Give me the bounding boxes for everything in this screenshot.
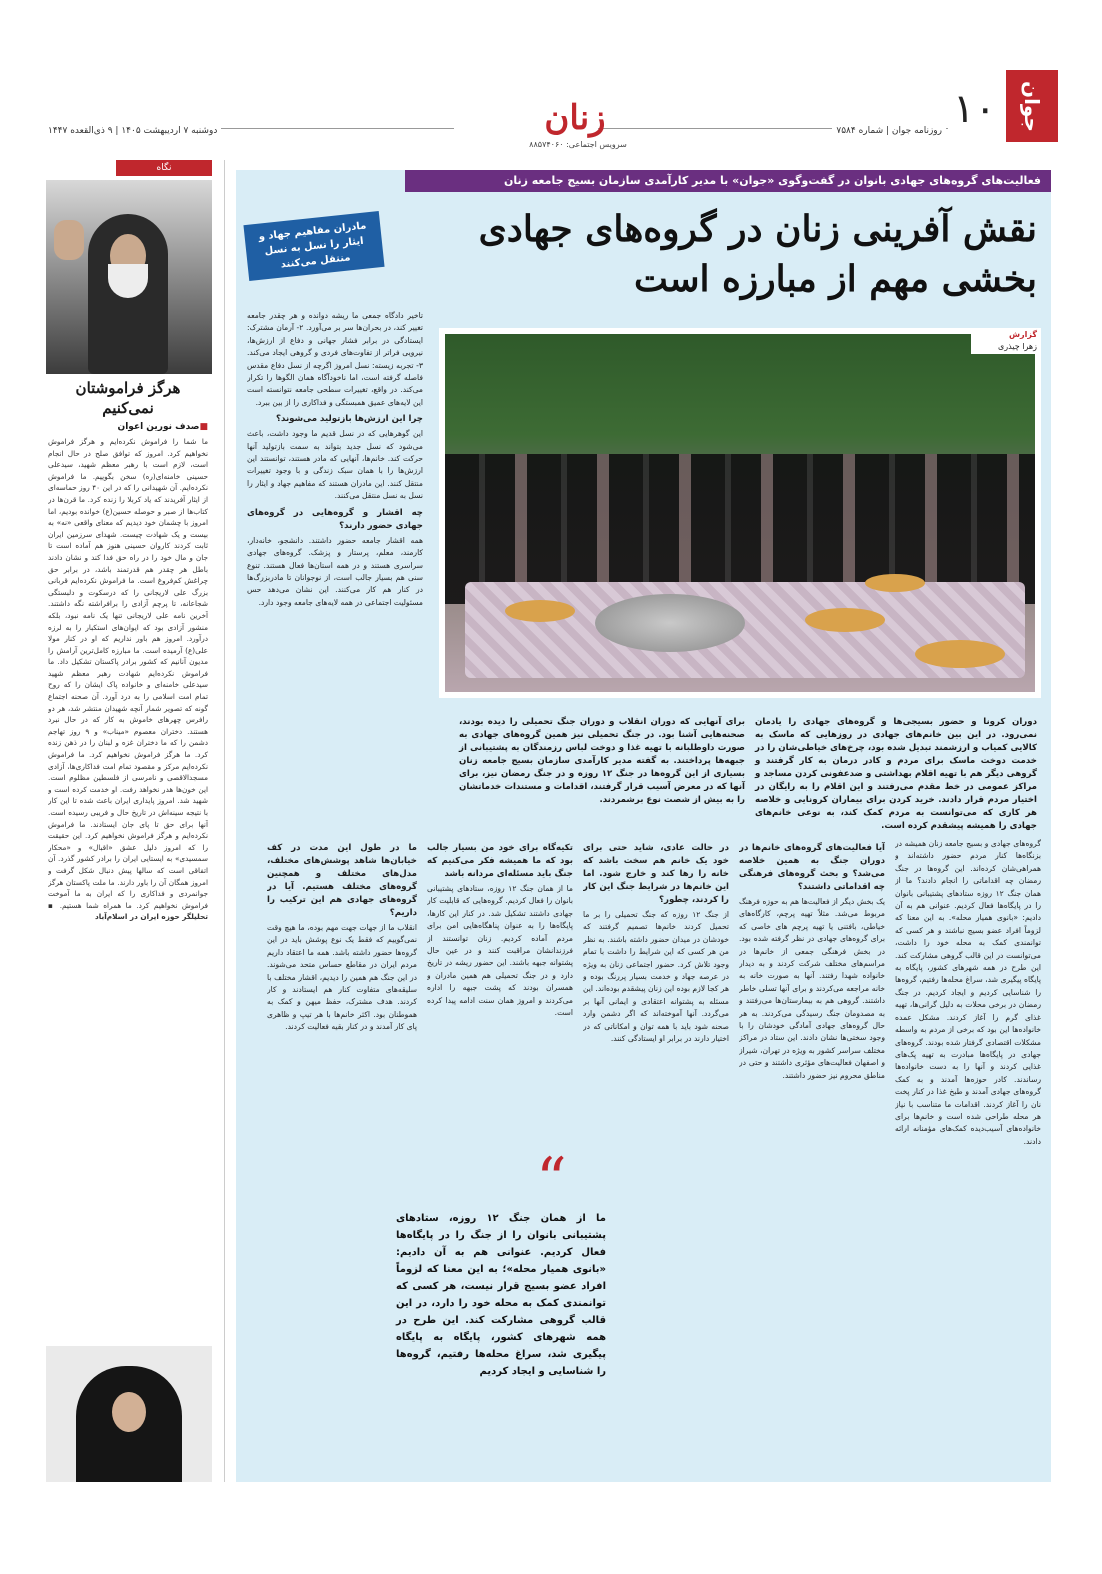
section-title: زنان	[544, 98, 606, 138]
column-2-text: یک بخش دیگر از فعالیت‌ها هم به حوزه فرهنگ مربوط می‌شد. مثلاً تهیه پرچم، کارگاه‌های خیاطی، بافتنی یا تهیه پرچم های خاصی که برای گروه‌های جهادی در نظر گرفته شده بود. در بخش فرهنگی جمعی از خانم‌ها در مراسم‌های مختلف شرکت کردند و به دیدار خانواده شهدا رفتند. آنها به صورت خانه به خانه مراجعه می‌کردند و برای آنها تسلی خاطر داشتند. گروهی هم به بیمارستان‌ها می‌رفتند و به مصدومان جنگ رسیدگی می‌کردند. به هر حال گروه‌های جهادی آمادگی خودشان را با وجود سختی‌ها نشان دادند. این ستاد در مراکز مختلف سراسر کشور به ویژه در تهران، شیراز و اصفهان فعالیت‌های مؤثری داشتند و حتی در مناطق محروم نیز حضور داشتند.	[739, 897, 885, 1080]
sidebar-tag: نگاه	[116, 160, 212, 176]
photo-bread	[865, 574, 925, 592]
photo-credit	[971, 328, 1041, 354]
highlight-badge: مادران مفاهیم جهاد و ایثار را نسل به نسل منتقل می‌کنند	[243, 211, 384, 281]
photo-credit-label: گزارش	[1008, 330, 1037, 339]
pull-quote: ما از همان جنگ ۱۲ روزه، ستادهای پشتیبانی بانوان را از جنگ را در پایگاه‌ها فعال کردیم. عنوانی هم به آن دادیم: «بانوی همیار محله»؛ به این معنا که لزوماً افراد عضو بسیج قرار نیست، هر کسی که توانمندی کمک به محله خود را دارد، در این قالب گروهی مشارکت کند. این طرح در همه شهرهای کشور، پایگاه به پایگاه پیگیری شد، سراغ محله‌ها رفتیم، گروه‌ها را شناسایی و ایجاد کردیم	[396, 1213, 606, 1377]
sidebar-column	[44, 160, 212, 1482]
author-photo	[46, 1346, 212, 1482]
newspaper-logo[interactable]: جوان	[1006, 70, 1058, 142]
sidebar-author: ■ صدف نورین اعوان	[48, 422, 208, 432]
photo-tray	[595, 594, 745, 652]
photo-bread	[805, 608, 885, 632]
article-kicker: فعالیت‌های گروه‌های جهادی بانوان در گفت‌وگوی «جوان» با مدیر کارآمدی سازمان بسیج جامعه زنان	[405, 170, 1051, 192]
author-face	[112, 1392, 146, 1432]
article-column-1	[895, 838, 1041, 1468]
photo-bread	[915, 640, 1005, 668]
article-column-2	[739, 838, 885, 1468]
article-photo	[439, 328, 1041, 698]
article-column-5	[267, 838, 417, 1468]
column-6-heading: چرا این ارزش‌ها بازتولید می‌شوند؟	[276, 414, 423, 425]
section-phone: سرویس اجتماعی: ۸۸۵۷۴۰۶۰	[529, 140, 627, 149]
issue-info: روزنامه جوان | شماره ۷۵۸۴	[832, 126, 946, 136]
column-7-text: همه اقشار جامعه حضور داشتند. دانشجو، خانه‌دار، کارمند، معلم، پرستار و پزشک. گروه‌های جهادی سراسری هستند و در همه استان‌ها فعال هستند. تنوع سنی هم بسیار جالب است، از نوجوانان تا مادربزرگ‌ها در کنار هم کار می‌کنند. این نشان می‌دهد حس مسئولیت اجتماعی در همه لایه‌های جامعه وجود دارد.	[247, 535, 423, 607]
sidebar-body-text: ما شما را فراموش نکرده‌ایم و هرگز فراموش نخواهیم کرد. امروز که توافق صلح در حال انجام است، لازم است با رهبر معظم شهید، سیدعلی حسینی خامنه‌ای(ره) سخن بگوییم. ما فراموش نکرده‌ایم. آن شهیدانی را که در این ۴۰ روز حماسه‌ای از ایثار آفریدند که یاد کربلا را زنده کرد. ما قرن‌ها در کتاب‌ها از صبر و حوصله حسین(ع) خوانده بودیم، اما امروز با چشمان خود دیدیم که معنای واقعی «نه» به بیست و یک شهادت چیست. شهدای سرزمین ایران ثابت کردند کاروان حسینی هنوز هم آماده است تا جان و مال خود را در راه حق فدا کند و نشان دادند باطل هر چقدر هم قدرتمند باشد، در برابر حق چراغش کم‌فروغ است. ما فراموش نکرده‌ایم قربانی بزرگ علی لاریجانی را که درسکوت و دلبستگی شجاعانه، تا پرچم آزادی را برافراشته نگه داشتند. آخرین نامه علی لاریجانی تنها یک نامه نبود، بلکه منشور آزادی بود که ایوان‌های استکبار را به لرزه درآورد. امروز هم باور نداریم که او در کنار مولا علی(ع) آرمیده است. ما مبارزه کامل‌ترین آرامش را مدیون آنانیم که کشور برادر پاکستان تشکیل داد. ما فراموش نکرده‌ایم شهادت رهبر معظم شهید سیدعلی خامنه‌ای و خانواده پاک ایشان را که روح تمام امت اسلامی را به درد آورد. آن صحنه اجتماع گونه که تصویر شمار آنچه شهیدان منتشر شد، هر دو رافرس چهرهای خاموش به کار که در حال نبرد هستند. دختران معصوم «میناب» و ۹ روز تهاجم دشمن را که ما دختران غزه و لبنان را در ذهن زنده کرد. ما هرگز فراموش نخواهیم کرد. ما فراموش نکرده‌ایم مرکز و مقصود تمام امت فداکاری‌ها، آزادی مسجدالاقصی و نامرسی از فلسطین مظلوم است. این خون‌ها هدر نخواهد رفت. او خدمت کرده است و شهید شد. امروز پایداری ایران باعث شده تا این کار با نتیجه سینه‌اش در تاریخ حال و فریبی رسیده است. آنها برای حق تا پای جان ایستادند. ما فراموش نکرده‌ایم و هرگز فراموش نخواهیم کرد. این حقیقت را که امروز دلیل عشق «اقبال» و «محکار سمسیدی» به ایستایی ایران را برادر کشور گذرد. آن اتفاقی است که سالها پیش دنبال شکل گرفت و امروز همگان آن را باور دارند. ما ملت پاکستان هرگز جوانمردی و فداکاری را که ایران به ما آموخت فراموش نخواهیم کرد. ما همراه شما هستیم.	[48, 437, 208, 910]
lead-right: دوران کرونا و حضور بسیجی‌ها و گروه‌های جهادی را یادمان نمی‌رود. در این بین خانم‌های جهادی در روزهایی که ماسک به کالایی کمیاب و ارزشمند تبدیل شده بود، چرخ‌های خیاطی‌شان را در خدمت دوخت ماسک برای مردم و کادر درمان به کار گرفتند و گروهی دیگر هم با تهیه اقلام بهداشتی و ضدعفونی کردن مساجد و مراکز عمومی در خط مقدم می‌رفتند و این اقلام را به رایگان در اختیار مردم قرار دادند. خرید کردن برای بیماران کرونایی و خلاصه هر کاری که می‌توانست به مردم کمک کند، به نوعی خانم‌های جهادی را همیشه پیشقدم کرده است.	[755, 717, 1037, 831]
sidebar-body: ما شما را فراموش نکرده‌ایم و هرگز فراموش نخواهیم کرد. امروز که توافق صلح در حال انجام است، لازم است با رهبر معظم شهید، سیدعلی حسینی خامنه‌ای(ره) سخن بگوییم. ما فراموش نکرده‌ایم. آن شهیدانی را که در این ۴۰ روز حماسه‌ای از ایثار آفریدند که یاد کربلا را زنده کرد. ما قرن‌ها در کتاب‌ها از صبر و حوصله حسین(ع) خوانده بودیم، اما امروز با چشمان خود دیدیم که معنای واقعی «نه» به بیست و یک شهادت چیست. شهدای سرزمین ایران ثابت کردند کاروان حسینی هنوز هم آماده است تا جان و مال خود را در راه حق فدا کند و نشان دادند باطل هر چقدر هم قدرتمند باشد، در برابر حق چراغش کم‌فروغ است. ما فراموش نکرده‌ایم قربانی بزرگ علی لاریجانی را که درسکوت و دلبستگی شجاعانه، تا پرچم آزادی را برافراشته نگه داشتند. آخرین نامه علی لاریجانی تنها یک نامه نبود، بلکه منشور آزادی بود که ایوان‌های استکبار را به لرزه درآورد. امروز هم باور نداریم که او در کنار مولا علی(ع) آرمیده است. ما مبارزه کامل‌ترین آرامش را مدیون آنانیم که کشور برادر پاکستان تشکیل داد. ما فراموش نکرده‌ایم شهادت رهبر معظم شهید سیدعلی خامنه‌ای و خانواده پاک ایشان را که روح تمام امت اسلامی را به درد آورد. آن صحنه اجتماع گونه که تصویر شمار آنچه شهیدان منتشر شد، هر دو رافرس چهرهای خاموش به کار که در حال نبرد هستند. دختران معصوم «میناب» و ۹ روز تهاجم دشمن را که ما دختران غزه و لبنان را در ذهن زنده کرد. ما هرگز فراموش نخواهیم کرد. ما فراموش نکرده‌ایم مرکز و مقصود تمام امت فداکاری‌ها، آزادی مسجدالاقصی و نامرسی از فلسطین مظلوم است. این خون‌ها هدر نخواهد رفت. او خدمت کرده است و شهید شد. امروز پایداری ایران باعث شده تا این کار با نتیجه سینه‌اش در تاریخ حال و فریبی رسیده است. آنها برای حق تا پای جان ایستادند. ما فراموش نکرده‌ایم و هرگز فراموش نخواهیم کرد. این حقیقت را که امروز دلیل عشق «اقبال» و «محکار سمسیدی» به ایستایی ایران را برادر کشور گذرد. آن اتفاقی است که سالها پیش دنبال شکل گرفت و امروز همگان آن را باور دارند. ما ملت پاکستان هرگز جوانمردی و فداکاری را که ایران به ما آموخت فراموش نخواهیم کرد. ما همراه شما هستیم. ▪ تحلیلگر حوزه ایران در اسلام‌آباد	[48, 437, 208, 922]
article-headline	[477, 204, 1037, 304]
column-4-text: ما از همان جنگ ۱۲ روزه، ستادهای پشتیبانی بانوان را فعال کردیم. گروه‌هایی که قابلیت کار جهادی داشتند تشکیل شد. در کنار این کارها، پایگاه‌ها را به عنوان پناهگاه‌هایی امن برای مردم آماده کردیم. زنان توانستند از فرزندانشان مراقبت کنند و در عین حال پشتوانه جبهه باشند. این حضور ریشه در تاریخ دارد و در جنگ تحمیلی هم همین مادران و همسران بودند که پشت جبهه را اداره می‌کردند و امروز همان سنت ادامه پیدا کرده است.	[427, 884, 573, 1018]
masthead	[44, 70, 1058, 152]
column-6-text: تاخیر دادگاه جمعی ما ریشه دوانده و هر چقدر جامعه تغییر کند، در بحران‌ها سر بر می‌آورد. ۲- آرمان مشترک: ایستادگی در برابر فشار جهانی و دفاع از ارزش‌ها، نیرویی فراتر از تفاوت‌های فردی و گروهی ایجاد می‌کند. ۳- تجربه زیسته: نسل امروز اگرچه از نسل دفاع مقدس فاصله گرفته است، اما ناخودآگاه همان الگوها را تکرار می‌کند. در واقع، تغییرات سطحی جامعه نتوانسته است این لایه‌های عمیق همبستگی و فداکاری را از بین ببرد.	[247, 311, 423, 407]
column-2-heading: آیا فعالیت‌های گروه‌های خانم‌ها در دوران جنگ به همین خلاصه می‌شد؟ و بحث گروه‌های فرهنگی چه اقداماتی داشتند؟	[739, 843, 885, 892]
column-4-heading: تکیه‌گاه برای خود من بسیار جالب بود که ما همیشه فکر می‌کنیم که جنگ باید مسئله‌ای مردانه باشد	[427, 843, 573, 879]
column-3-text: از جنگ ۱۲ روزه که جنگ تحمیلی را بر ما تحمیل کردند خانم‌ها تصمیم گرفتند که خودشان در میدان حضور داشته باشند. به نظر من هر کسی که این شرایط را داشت با تمام وجود تلاش کرد. حضور اجتماعی زنان به ویژه در عرصه جهاد و خدمت بسیار پررنگ بوده و هر کجا لازم بوده این زنان پیشقدم بوده‌اند. این مسئله به پشتوانه اعتقادی و ایمانی آنها بر می‌گردد. آنها آموخته‌اند که اگر دشمن وارد صحنه شود باید با همه توان و امکاناتی که در اختیار دارند در برابر او ایستادگی کنند.	[583, 910, 729, 1044]
headline-line-1: نقش آفرینی زنان در گروه‌های جهادی	[478, 208, 1037, 250]
column-6b-text: این گوهرهایی که در نسل قدیم ما وجود داشت، باعث می‌شود که نسل جدید بتواند به سمت بازتولید آنها حرکت کند. خانم‌ها، آنهایی که مادر هستند، توانستند این ارزش‌ها را با همان سبک زندگی و با وجود تغییرات منتقل کنند. این مادران هستند که مفاهیم جهاد و ایثار را نسل به نسل منتقل می‌کنند.	[247, 429, 423, 501]
quote-mark-icon: “	[536, 1145, 567, 1215]
leader-photo	[46, 180, 212, 374]
date-info: دوشنبه ۷ اردیبهشت ۱۴۰۵ | ۹ ذی‌القعده ۱۴۴۷	[44, 126, 221, 136]
sidebar-title: هرگز فراموشتان نمی‌کنیم	[75, 379, 181, 417]
article-column-4	[427, 838, 573, 1138]
photo-bread	[505, 600, 575, 622]
column-divider	[224, 160, 225, 1482]
sidebar-signature: تحلیلگر حوزه ایران در اسلام‌آباد	[95, 912, 208, 922]
headline-line-2: بخشی مهم از مبارزه است	[634, 258, 1037, 300]
column-7-heading: چه اقشار و گروه‌هایی در گروه‌های جهادی حضور دارند؟	[247, 507, 423, 531]
article-column-6	[247, 310, 423, 830]
photo-credit-name: زهرا چیذری	[998, 342, 1037, 351]
lead-left: برای آنهایی که دوران انقلاب و دوران جنگ تحمیلی را دیده بودند، صحنه‌هایی آشنا بود. در جنگ تحمیلی نیز همین گروه‌های جهادی به صورت داوطلبانه با تهیه غذا و دوخت لباس رزمندگان به پشتیبانی از جبهه‌ها پرداختند. به گفته مدیر کارآمدی سازمان بسیج جامعه زنان بسیاری از این گروه‌ها در جنگ ۱۲ روزه و در جنگ رمضان نیز، برای آنها که در معرض آسیب قرار گرفتند، اقدامات و مستندات خدماتشان را به بیش از شصت نوع برشمردند.	[459, 717, 745, 805]
raised-hand	[54, 220, 84, 260]
main-article	[236, 170, 1051, 1482]
column-5-text: انقلاب ما از جهات جهت مهم بوده، ما هیچ وقت نمی‌گوییم که فقط یک نوع پوشش باید در این گروه‌ها حضور داشته باشد. همه ما اعتقاد داریم مردم ایران در مقاطع حساس متحد می‌شوند. در این جنگ هم همین را دیدیم، اقشار مختلف با سلیقه‌های متفاوت کنار هم ایستادند و کار کردند. هدف مشترک، حفظ میهن و کمک به هموطنان بود. اکثر خانم‌ها با هر تیپ و ظاهری پای کار آمدند و در کنار بقیه فعالیت کردند.	[267, 923, 417, 1032]
column-1-text: گروه‌های جهادی و بسیج جامعه زنان همیشه در بزنگاه‌ها کنار مردم حضور داشته‌اند و همراهی‌شان کرده‌اند. این گروه‌ها در جنگ رمضان چه اقداماتی را انجام دادند؟ ما از همان جنگ ۱۲ روزه ستادهای پشتیبانی بانوان را در پایگاه‌ها فعال کردیم. عنوانی هم به آن دادیم: «بانوی همیار محله». به این معنا که لزوماً افراد عضو بسیج نباشند و هر کسی که توانمندی کمک به محله خود را داشت، می‌توانست در این قالب گروهی مشارکت کند. این طرح در همه شهرهای کشور، پایگاه به پایگاه پیگیری شد، سراغ محله‌ها رفتیم، گروه‌ها را شناسایی کردیم و ایجاد کردیم. در جنگ رمضان در برخی محلات به دلیل گرانی‌ها، تهیه غذای گرم را آغاز کردند. مشکل عمده خانواده‌ها این بود که برخی از مردم به واسطه مشکلات اقتصادی گرفتار شده بودند. گروه‌های جهادی در پایگاه‌ها مبادرت به تهیه پک‌های غذایی کردند و آنها را به دست خانواده‌ها رساندند. کادر حوزه‌ها آمدند و به کمک گروه‌های جهادی آمدند و طبخ غذا در کنار پخت نان را آغاز کردند. اقدامات ما متناسب با نیاز هر محله طراحی شده است و خانم‌ها برای خانواده‌های آسیب‌دیده کمک‌های مؤمنانه ارائه دادند.	[895, 839, 1041, 1146]
column-5-heading: ما در طول این مدت در کف خیابان‌ها شاهد پوشش‌های مختلف، مدل‌های مختلف و همچنین گروه‌های مختلف هستیم. آیا در گروه‌های جهادی هم این ترکیب را داریم؟	[267, 843, 417, 918]
column-3-heading: در حالت عادی، شاید حتی برای خود یک خانم هم سخت باشد که خانه را رها کند و خارج شود. اما این خانم‌ها در شرایط جنگ این کار را کردند، چطور؟	[583, 843, 729, 905]
page-number: ۱۰	[953, 86, 996, 132]
